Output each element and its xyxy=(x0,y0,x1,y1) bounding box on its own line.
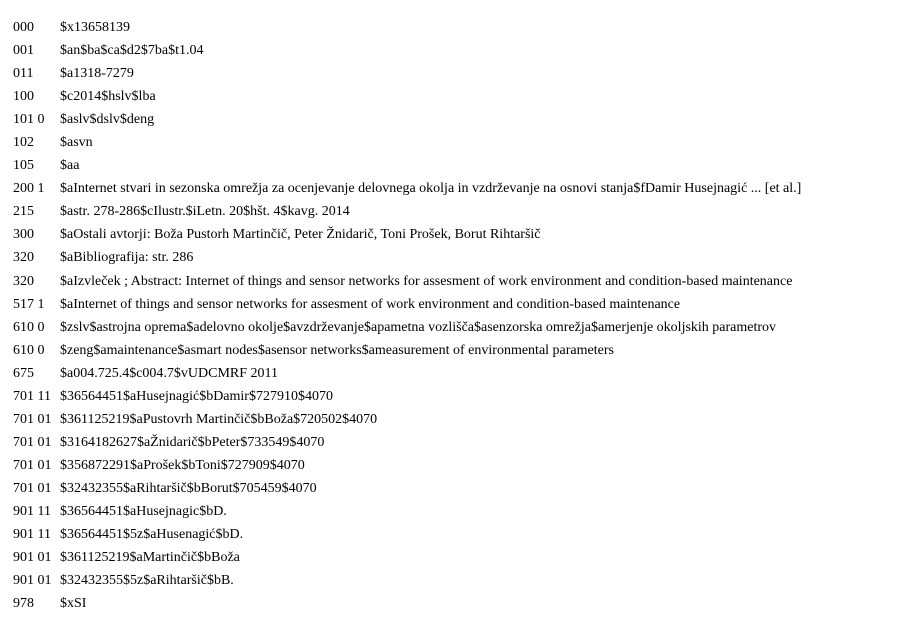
field-value: $c2014$hslv$lba xyxy=(60,89,156,105)
field-value: $x13658139 xyxy=(60,20,130,35)
record-field-000 xyxy=(13,16,900,39)
field-value: $aIzvleček ; Abstract: Internet of things and sensor networks for assesment of work environment and condition-based maintenance xyxy=(60,273,793,289)
record-field-300 xyxy=(13,223,900,246)
field-value: $361125219$aMartinčič$bBoža xyxy=(60,550,240,566)
field-tag: 610 0 xyxy=(13,319,45,335)
field-tag: 701 01 xyxy=(13,480,52,496)
record-field-105 xyxy=(13,154,900,177)
field-tag: 901 01 xyxy=(13,573,52,589)
record-field-978 xyxy=(13,592,900,615)
field-tag: 901 01 xyxy=(13,550,52,566)
field-tag: 701 01 xyxy=(13,434,52,450)
field-value: $3164182627$aŽnidarič$bPeter$733549$4070 xyxy=(60,434,325,450)
record-field-701 xyxy=(13,408,900,431)
field-value: $36564451$aHusejnagic$bD. xyxy=(60,503,227,519)
record-field-610 xyxy=(13,316,900,339)
field-value: $aInternet of things and sensor networks for assesment of work environment and condition-based maintenance xyxy=(60,296,681,312)
record-field-011 xyxy=(13,62,900,85)
field-value: $aInternet stvari in sezonska omrežja za ocenjevanje delovnega okolja in vzdrževanje na osnovi stanja$fDamir Husejnagić ... [et al.] xyxy=(60,181,802,197)
record-field-701 xyxy=(13,385,900,408)
record-field-701 xyxy=(13,477,900,500)
record-field-901 xyxy=(13,523,900,546)
field-tag: 100 xyxy=(13,89,34,105)
field-value: $aBibliografija: str. 286 xyxy=(60,250,194,266)
field-tag: 215 xyxy=(13,204,34,220)
record-field-701 xyxy=(13,431,900,454)
field-value: $a004.725.4$c004.7$vUDCMRF 2011 xyxy=(60,365,279,381)
record-field-101 xyxy=(13,108,900,131)
record-field-901 xyxy=(13,500,900,523)
field-tag: 517 1 xyxy=(13,296,45,312)
record-field-102 xyxy=(13,131,900,154)
field-value: $32432355$aRihtaršič$bBorut$705459$4070 xyxy=(60,480,317,496)
record-field-320 xyxy=(13,270,900,293)
field-tag: 675 xyxy=(13,365,34,381)
record-field-200 xyxy=(13,177,900,200)
field-tag: 300 xyxy=(13,227,34,243)
record-field-100 xyxy=(13,85,900,108)
field-tag: 320 xyxy=(13,250,34,266)
field-tag: 001 xyxy=(13,43,34,59)
record-field-215 xyxy=(13,200,900,223)
field-tag: 901 11 xyxy=(13,527,51,543)
field-value: $32432355$5z$aRihtaršič$bB. xyxy=(60,573,234,589)
field-value: $an$ba$ca$d2$7ba$t1.04 xyxy=(60,43,204,59)
record-field-001 xyxy=(13,39,900,62)
field-value: $astr. 278-286$cIlustr.$iLetn. 20$hšt. 4$kavg. 2014 xyxy=(60,204,350,220)
field-value: $asvn xyxy=(60,135,93,151)
field-value: $361125219$aPustovrh Martinčič$bBoža$720502$4070 xyxy=(60,411,378,427)
record-field-675 xyxy=(13,362,900,385)
field-tag: 011 xyxy=(13,66,34,82)
field-tag: 200 1 xyxy=(13,181,45,197)
field-value: $xSI xyxy=(60,596,87,612)
field-value: $aOstali avtorji: Boža Pustorh Martinčič, Peter Žnidarič, Toni Prošek, Borut Rihtaršič xyxy=(60,227,541,243)
field-tag: 105 xyxy=(13,158,34,174)
record-field-610 xyxy=(13,339,900,362)
field-tag: 102 xyxy=(13,135,34,151)
record-field-701 xyxy=(13,454,900,477)
record-field-517 xyxy=(13,293,900,316)
field-value: $36564451$aHusejnagić$bDamir$727910$4070 xyxy=(60,388,333,404)
field-tag: 101 0 xyxy=(13,112,45,128)
field-value: $a1318-7279 xyxy=(60,66,134,82)
field-value: $36564451$5z$aHusenagić$bD. xyxy=(60,527,244,543)
field-tag: 901 11 xyxy=(13,503,51,519)
field-value: $zeng$amaintenance$asmart nodes$asensor networks$ameasurement of environmental parameters xyxy=(60,342,614,358)
field-tag: 701 01 xyxy=(13,457,52,473)
field-value: $aa xyxy=(60,158,80,174)
field-tag: 320 xyxy=(13,273,34,289)
record-field-320 xyxy=(13,246,900,269)
field-value: $356872291$aProšek$bToni$727909$4070 xyxy=(60,457,305,473)
record-field-901 xyxy=(13,546,900,569)
field-tag: 701 11 xyxy=(13,388,51,404)
field-value: $aslv$dslv$deng xyxy=(60,112,155,128)
field-tag: 978 xyxy=(13,596,34,612)
field-tag: 000 xyxy=(13,20,34,35)
record-field-901 xyxy=(13,569,900,592)
field-value: $zslv$astrojna oprema$adelovno okolje$avzdrževanje$apametna vozlišča$asenzorska omrežja$amerjenje okoljskih parametrov xyxy=(60,319,777,335)
field-tag: 701 01 xyxy=(13,411,52,427)
field-tag: 610 0 xyxy=(13,342,45,358)
